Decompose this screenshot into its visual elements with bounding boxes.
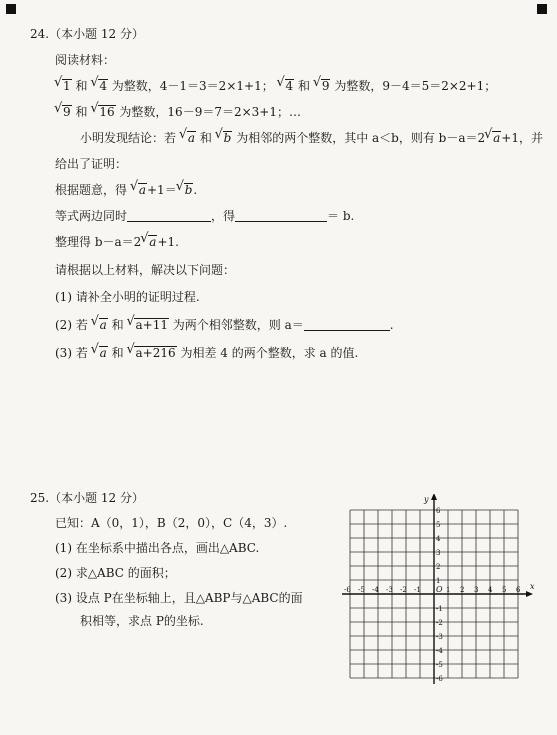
q24-conclusion-cont: 给出了证明： [55,157,128,171]
y-tick-label: 2 [436,563,441,571]
q25-sub2: (2) 求△ABC 的面积； [55,566,176,580]
x-tick-label: -5 [358,586,365,594]
x-tick-label: -2 [400,586,407,594]
corner-mark-right [537,4,547,14]
sqrt-1: √ 1 [62,79,72,92]
q24-conclusion: 小明发现结论：若 √ a 和 √ b 为相邻的两个整数，其中 a＜b，则有 b－a＝2√ a+1，并 [80,131,543,146]
y-tick-label: -4 [436,647,443,655]
x-tick-label: 1 [446,586,451,594]
x-tick-label: -1 [414,586,421,594]
x-tick-label: 3 [474,586,479,594]
q25-sub1: (1) 在坐标系中描出各点，画出△ABC. [55,541,260,555]
q25-header: 25.（本小题 12 分） [30,491,144,505]
answer-blank-1[interactable] [127,209,211,222]
q24-sub1: (1) 请补全小明的证明过程. [55,290,200,304]
x-tick-label: 2 [460,586,465,594]
y-axis-label: y [424,495,429,504]
q24-sub2: (2) 若 √ a 和 √ a+11 为两个相邻整数，则 a＝ . [55,318,394,333]
y-tick-label: 4 [436,535,441,543]
y-tick-label: -5 [436,661,443,669]
sqrt-4: √ 4 [98,79,108,92]
x-tick-label: -4 [372,586,379,594]
q24-reading-label: 阅读材料： [55,53,116,67]
x-tick-label: 6 [516,586,521,594]
y-tick-label: -2 [436,619,443,627]
y-tick-label: -6 [436,675,443,683]
q24-example-1: √ 1 和 √ 4 为整数，4－1＝3＝2×1+1； √ 4 和 √ 9 为整数，9－4＝5＝2×2+1； [55,79,496,94]
q24-task-intro: 请根据以上材料，解决以下问题： [55,263,236,277]
y-tick-label: 6 [436,507,441,515]
q24-header: 24.（本小题 12 分） [30,27,144,41]
q24-proof-1: 根据题意，得 √ a+1＝√ b. [55,183,197,198]
x-axis-label: x [530,582,535,591]
answer-blank-3[interactable] [304,318,390,331]
y-tick-label: -1 [436,605,443,613]
x-axis-arrow [526,591,533,597]
sqrt-9b: √ 9 [62,105,72,118]
sqrt-16: √ 16 [98,105,115,118]
sqrt-9: √ 9 [321,79,331,92]
corner-mark-left [6,4,16,14]
q24-proof-3: 整理得 b－a＝2√ a+1. [55,235,179,250]
sqrt-4b: √ 4 [285,79,295,92]
x-tick-label: -3 [386,586,393,594]
x-tick-label: 5 [502,586,507,594]
y-tick-label: 1 [436,577,441,585]
y-tick-label: 5 [436,521,441,529]
x-tick-label: 4 [488,586,493,594]
y-axis-arrow [431,494,437,500]
q25-sub3-line2: 积相等，求点 P的坐标. [80,614,204,628]
q25-given: 已知：A（0，1），B（2，0），C（4，3）. [55,516,288,530]
x-tick-label: -6 [344,586,351,594]
q25-sub3-line1: (3) 设点 P在坐标轴上，且△ABP与△ABC的面 [55,591,303,605]
y-tick-label: 3 [436,549,441,557]
q24-proof-2: 等式两边同时 ，得 ＝ b. [55,209,355,223]
q24-sub3: (3) 若 √ a 和 √ a+216 为相差 4 的两个整数，求 a 的值. [55,346,358,361]
answer-blank-2[interactable] [235,209,327,222]
coordinate-grid[interactable] [340,494,540,706]
q24-example-3: √ 9 和 √ 16 为整数，16－9＝7＝2×3+1；… [55,105,301,120]
y-tick-label: -3 [436,633,443,641]
origin-label: O [436,585,443,594]
